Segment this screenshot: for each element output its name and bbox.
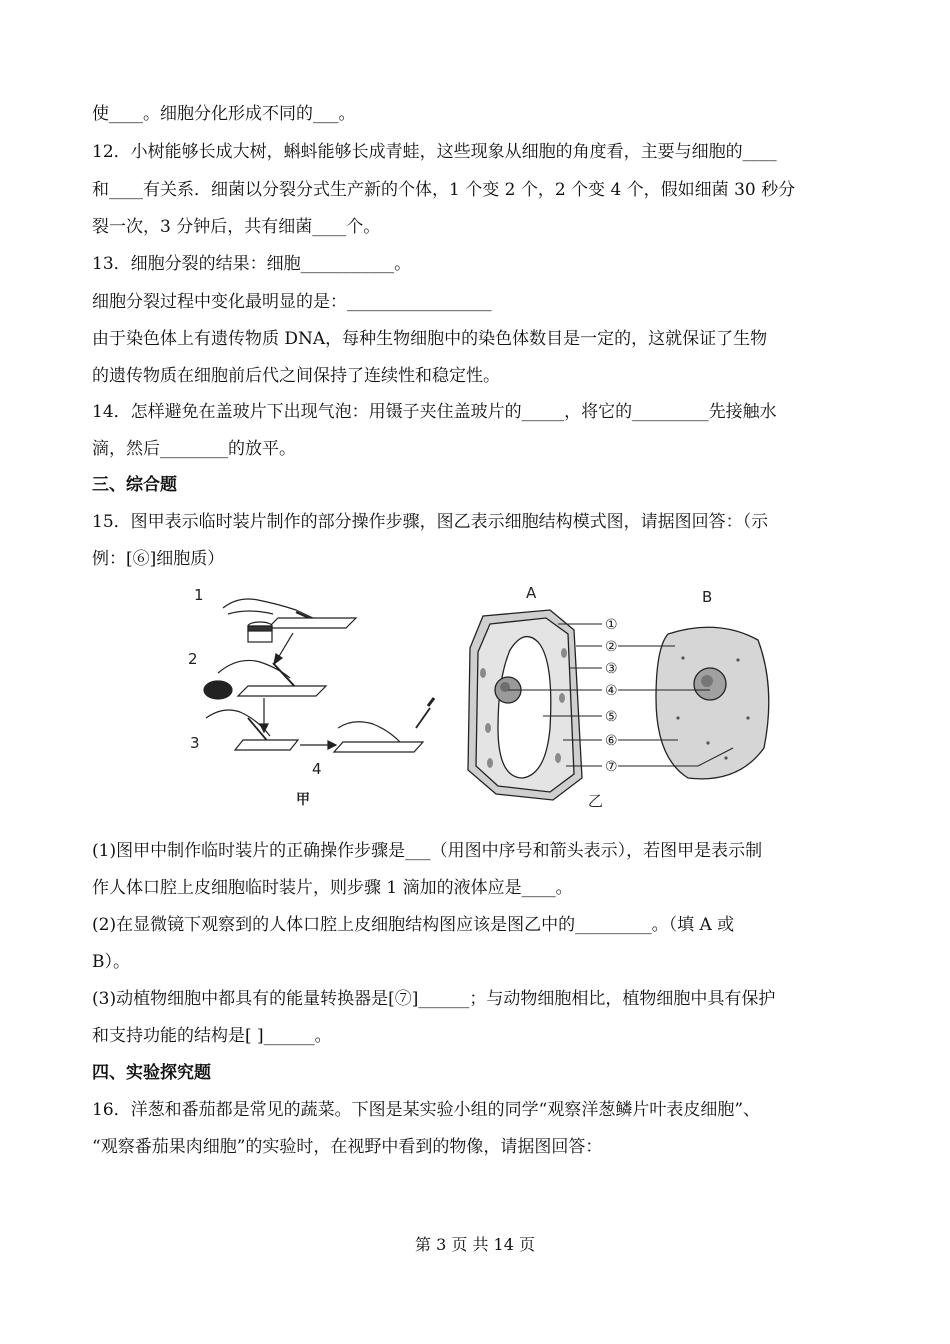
text-line: 细胞分裂过程中变化最明显的是：_________________ (92, 292, 492, 312)
cell-figure (178, 578, 778, 810)
question-15-2-line: (2)在显微镜下观察到的人体口腔上皮细胞结构图应该是图乙中的_________。（填 A 或 (92, 915, 735, 935)
text-line: “观察番茄果肉细胞”的实验时，在视野中看到的物像，请据图回答： (92, 1137, 603, 1157)
section-heading-3: 三、综合题 (92, 475, 177, 495)
plant-cell-a (468, 610, 582, 800)
text-line: 由于染色体上有遗传物质 DNA，每种生物细胞中的染色体数目是一定的，这就保证了生物 (92, 329, 768, 349)
question-15-line: 15．图甲表示临时装片制作的部分操作步骤，图乙表示细胞结构模式图，请据图回答：（示 (92, 512, 769, 532)
question-13-line: 13．细胞分裂的结果：细胞___________。 (92, 254, 412, 274)
question-15-1-line: (1)图甲中制作临时装片的正确操作步骤是___（用图中序号和箭头表示），若图甲是表示制 (92, 841, 763, 861)
text-line: 的遗传物质在细胞前后代之间保持了连续性和稳定性。 (92, 366, 500, 386)
text-line: 和支持功能的结构是[ ]______。 (92, 1026, 332, 1046)
text-line: B）。 (92, 952, 130, 972)
jia-caption: 甲 (296, 792, 310, 808)
cell-figure-svg (178, 578, 778, 810)
text-line: 使____。细胞分化形成不同的___。 (92, 104, 356, 124)
question-12-line: 12．小树能够长成大树，蝌蚪能够长成青蛙，这些现象从细胞的角度看，主要与细胞的____ (92, 142, 777, 162)
question-14-line: 14．怎样避免在盖玻片下出现气泡：用镊子夹住盖玻片的_____，将它的_________先接触水 (92, 402, 777, 422)
step-label-4: 4 (312, 760, 322, 778)
text-line: 和____有关系．细菌以分裂分式生产新的个体，1 个变 2 个，2 个变 4 个，假如细菌 30 秒分 (92, 180, 796, 200)
cell-label-a: A (526, 584, 537, 602)
text-line: 裂一次，3 分钟后，共有细菌____个。 (92, 217, 381, 237)
step-label-1: 1 (194, 586, 204, 604)
marker-4: ④ (605, 683, 618, 699)
question-16-line: 16．洋葱和番茄都是常见的蔬菜。下图是某实验小组的同学“观察洋葱鳞片叶表皮细胞”、 (92, 1100, 761, 1120)
marker-2: ② (605, 639, 618, 655)
step-label-2: 2 (188, 650, 198, 668)
text-line: 作人体口腔上皮细胞临时装片，则步骤 1 滴加的液体应是____。 (92, 878, 573, 898)
marker-3: ③ (605, 661, 618, 677)
cell-label-b: B (702, 588, 713, 606)
animal-cell-b (656, 627, 769, 779)
jia-diagram (204, 599, 434, 752)
marker-1: ① (605, 617, 618, 633)
page-footer: 第 3 页 共 14 页 (415, 1235, 535, 1254)
yi-caption: 乙 (588, 792, 604, 810)
section-heading-4: 四、实验探究题 (92, 1063, 211, 1083)
question-15-3-line: (3)动植物细胞中都具有的能量转换器是[⑦]______；与动物细胞相比，植物细胞中具有保护 (92, 989, 776, 1009)
marker-7: ⑦ (605, 759, 618, 775)
text-line: 滴，然后________的放平。 (92, 439, 296, 459)
step-label-3: 3 (190, 734, 200, 752)
text-line: 例：[⑥]细胞质） (92, 549, 225, 569)
marker-5: ⑤ (605, 709, 618, 725)
marker-6: ⑥ (605, 733, 618, 749)
